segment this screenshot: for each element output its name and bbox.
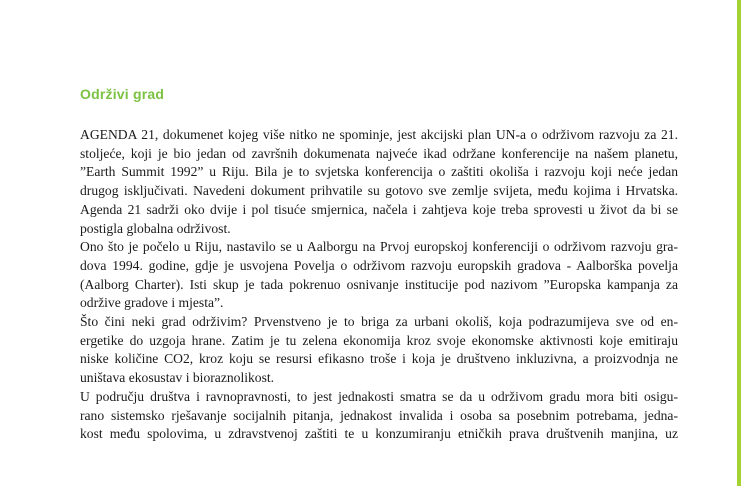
text-line: kost među spolovima, u zdravstvenoj zaštiti te u konzumiranju etničkih prava društvenih manjina, uz <box>80 426 678 442</box>
text-line: niske količine CO2, kroz koju se resursi efikasno troše i koja je društveno inkluzivna, a proizvodnja ne <box>80 351 678 367</box>
paragraph-aalborg <box>80 238 678 313</box>
text-line: U području društva i ravnopravnosti, to jest jednakosti smatra se da u održivom gradu mora biti osigu- <box>80 388 678 404</box>
article-body <box>80 126 678 444</box>
text-line: ”Earth Summit 1992” u Riju. Bila je to svjetska konferencija o zaštiti okoliša i razvoju koji neće jedan <box>80 164 678 180</box>
text-line: rano sistemsko rješavanje socijalnih pitanja, jednakost invalida i osoba sa posebnim potrebama, jedna- <box>80 407 678 423</box>
text-line: Agenda 21 sadrži oko dvije i pol tisuće smjernica, načela i zahtjeva koje treba sprovesti u život da bi se <box>80 201 678 217</box>
section-title: Održivi grad <box>80 86 165 102</box>
text-line: drugog isključivati. Navedeni dokument prihvatile su gotovo sve zemlje svijeta, među kojima i Hrvatska. <box>80 183 678 199</box>
paragraph-sustainable-city <box>80 313 678 388</box>
text-line: dova 1994. godine, gdje je usvojena Povelja o održivom razvoju europskih gradova - Aalborška povelja <box>80 257 678 273</box>
text-line: održive gradove i mjesta”. <box>80 295 224 311</box>
text-line: AGENDA 21, dokumenet kojeg više nitko ne spominje, jest akcijski plan UN-a o održivom razvoju za 21. <box>80 127 678 142</box>
text-line: Što čini neki grad održivim? Prvenstveno je to briga za urbani okoliš, koja podrazumijeva sve od en- <box>80 314 678 330</box>
paragraph-society-equality <box>80 388 678 444</box>
text-line: (Aalborg Charter). Isti skup je tada pokrenuo osnivanje institucije pod nazivom ”Europska kampanja za <box>80 276 678 292</box>
text-line: stoljeće, koji je bio jedan od završnih dokumenata najveće ikad održane konferencije na našem planetu, <box>80 145 678 161</box>
text-line: ergetike do uzgoja hrane. Zatim je tu zelena ekonomija kroz svoje ekonomske aktivnosti koje emitiraju <box>80 332 678 348</box>
page-edge-accent <box>737 0 741 486</box>
text-line: postigla globalna održivost. <box>80 220 231 236</box>
text-line: uništava ekosustav i bioraznolikost. <box>80 370 275 386</box>
paragraph-agenda21 <box>80 126 678 238</box>
text-line: Ono što je počelo u Riju, nastavilo se u Aalborgu na Prvoj europskoj konferenciji o održivom razvoju gra- <box>80 239 678 255</box>
